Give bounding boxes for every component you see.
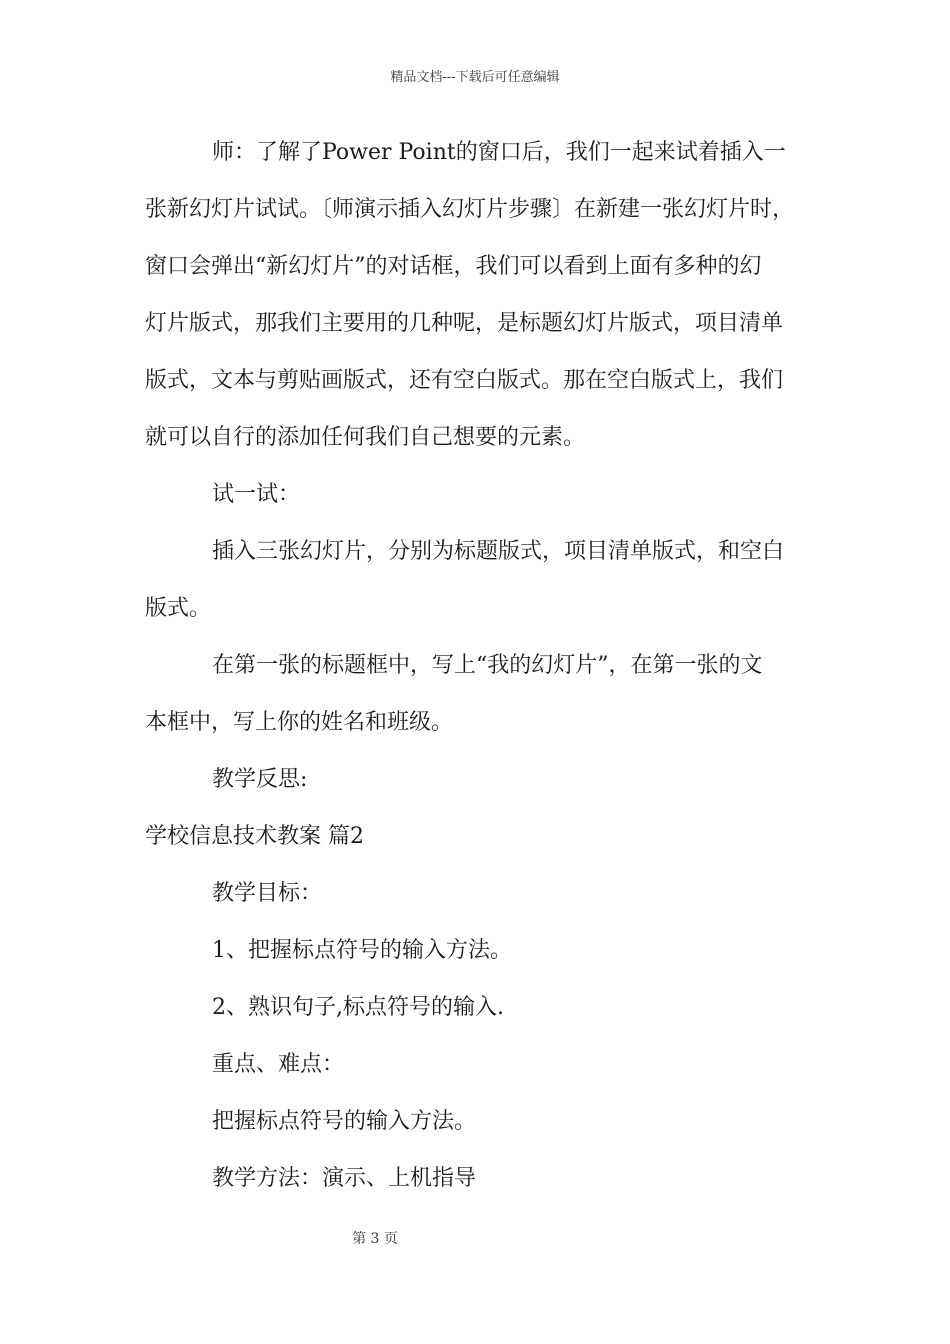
page-footer: 第 3 页	[352, 1231, 398, 1247]
paragraph-line: 版式。	[145, 596, 212, 621]
key-points-heading: 重点、难点：	[212, 1052, 345, 1077]
paragraph-line: 灯片版式，那我们主要用的几种呢，是标题幻灯片版式，项目清单	[145, 311, 784, 336]
paragraph-line: 版式，文本与剪贴画版式，还有空白版式。那在空白版式上，我们	[145, 368, 784, 393]
paragraph-line: 在第一张的标题框中，写上“我的幻灯片”，在第一张的文	[212, 653, 763, 678]
try-heading: 试一试：	[212, 482, 301, 507]
goal-item: 1、把握标点符号的输入方法。	[212, 938, 512, 963]
section-title: 学校信息技术教案 篇2	[145, 824, 364, 849]
key-points-text: 把握标点符号的输入方法。	[212, 1109, 477, 1134]
page-header: 精品文档---下载后可任意编辑	[390, 70, 560, 85]
paragraph-line: 插入三张幻灯片，分别为标题版式，项目清单版式，和空白	[212, 539, 785, 564]
paragraph-line: 窗口会弹出“新幻灯片”的对话框，我们可以看到上面有多种的幻	[145, 254, 762, 279]
paragraph-line: 就可以自行的添加任何我们自己想要的元素。	[145, 425, 586, 450]
paragraph-line: 师：了解了Power Point的窗口后，我们一起来试着插入一	[212, 140, 786, 165]
paragraph-line: 张新幻灯片试试。〔师演示插入幻灯片步骤〕在新建一张幻灯片时，	[145, 197, 795, 222]
goals-heading: 教学目标：	[212, 881, 323, 906]
reflection-heading: 教学反思:	[212, 767, 308, 792]
goal-item: 2、熟识句子,标点符号的输入.	[212, 995, 504, 1020]
paragraph-line: 本框中，写上你的姓名和班级。	[145, 710, 454, 735]
teaching-method: 教学方法：演示、上机指导	[212, 1166, 477, 1191]
